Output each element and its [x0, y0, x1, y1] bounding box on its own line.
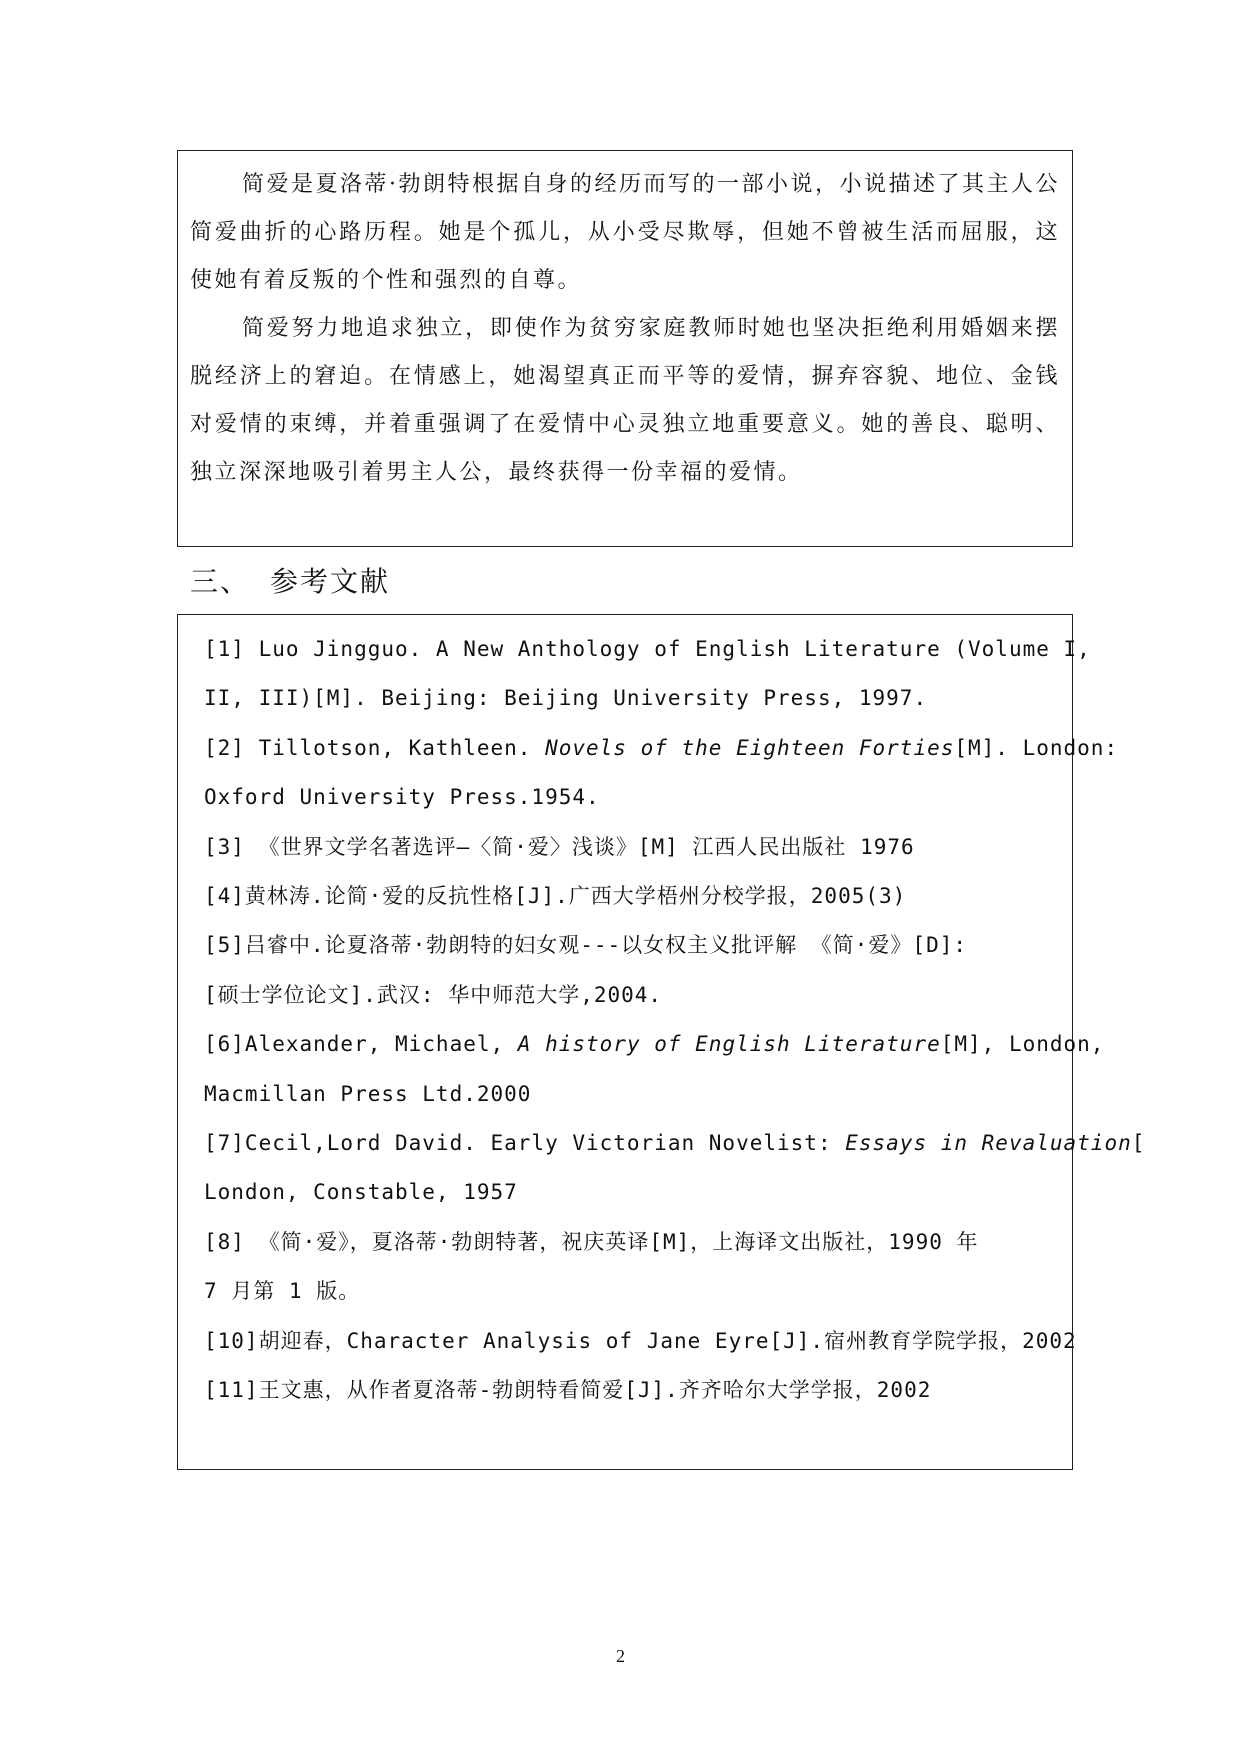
reference-2-prefix: [2] Tillotson, Kathleen.: [204, 735, 546, 760]
reference-2-line-1: [204, 724, 1119, 773]
section-number: 三、: [190, 565, 251, 598]
summary-p2-line4: 独立深深地吸引着男主人公，最终获得一份幸福的爱情。: [190, 460, 803, 485]
reference-7-prefix: [7]Cecil,Lord David. Early Victorian Novelist:: [204, 1131, 846, 1156]
section-title: 参考文献: [270, 565, 391, 598]
summary-p2-line3: 对爱情的束缚，并着重强调了在爱情中心灵独立地重要意义。她的善良、聪明、: [190, 412, 1060, 437]
reference-2-line-2: Oxford University Press.1954.: [204, 785, 600, 810]
reference-6-prefix: [6]Alexander, Michael,: [204, 1032, 518, 1057]
reference-6-line-2: Macmillan Press Ltd.2000: [204, 1081, 532, 1106]
summary-p2-line2: 脱经济上的窘迫。在情感上，她渴望真正而平等的爱情，摒弃容貌、地位、金钱: [190, 364, 1060, 389]
reference-6-suffix: [M], London,: [940, 1032, 1105, 1057]
reference-8-line-1: [8] 《简·爱》，夏洛蒂·勃朗特著，祝庆英译[M]，上海译文出版社，1990 年: [204, 1229, 979, 1254]
reference-6-title: A history of English Literature: [517, 1032, 941, 1057]
reference-2-suffix: [M]. London:: [954, 735, 1119, 760]
summary-p1-line3: 这使她有着反叛的个性和强烈的自尊。: [190, 220, 1060, 293]
reference-8-line-2: 7 月第 1 版。: [204, 1279, 361, 1304]
reference-2-title: Novels of the Eighteen Forties: [545, 735, 955, 760]
summary-box: [177, 150, 1073, 547]
summary-p1-line2: 公简爱曲折的心路历程。她是个孤儿，从小受尽欺辱，但她不曾被生活而屈服，: [190, 172, 1061, 245]
reference-1-line-1: [1] Luo Jingguo. A New Anthology of English Literature (Volume I,: [204, 637, 1091, 661]
page-number: 2: [616, 1646, 625, 1666]
reference-7-title: Essays in Revaluation: [845, 1131, 1132, 1156]
summary-paragraph-1: [190, 161, 1060, 305]
summary-paragraph-2: [190, 305, 1060, 497]
reference-4: [4]黄林涛.论简·爱的反抗性格[J].广西大学梧州分校学报，2005(3): [204, 884, 907, 909]
reference-1-line-2: II, III)[M]. Beijing: Beijing University Press, 1997.: [204, 686, 928, 711]
references-box: [177, 614, 1146, 1470]
reference-3: [3] 《世界文学名著选评—〈简·爱〉浅谈》[M] 江西人民出版社 1976: [204, 834, 915, 859]
reference-7-suffix: [: [1131, 1131, 1146, 1156]
reference-6-line-1: [204, 1020, 1105, 1069]
reference-7-line-1: [204, 1119, 1146, 1168]
reference-11: [11]王文惠，从作者夏洛蒂-勃朗特看简爱[J].齐齐哈尔大学学报，2002: [204, 1378, 932, 1403]
reference-10: [10]胡迎春，Character Analysis of Jane Eyre[J].宿州教育学院学报，2002: [204, 1328, 1077, 1353]
reference-7-line-2: London, Constable, 1957: [204, 1180, 518, 1205]
summary-p1-line1: 简爱是夏洛蒂·勃朗特根据自身的经历而写的一部小说，小说描述了其主人: [242, 172, 1036, 197]
summary-p2-line1: 简爱努力地追求独立，即使作为贫穷家庭教师时她也坚决拒绝利用婚姻来摆: [242, 316, 1060, 341]
section-heading: [190, 560, 390, 600]
reference-5-line-2: [硕士学位论文].武汉: 华中师范大学,2004.: [204, 982, 663, 1007]
reference-5-line-1: [5]吕睿中.论夏洛蒂·勃朗特的妇女观---以女权主义批评解 《简·爱》[D]:: [204, 933, 968, 958]
